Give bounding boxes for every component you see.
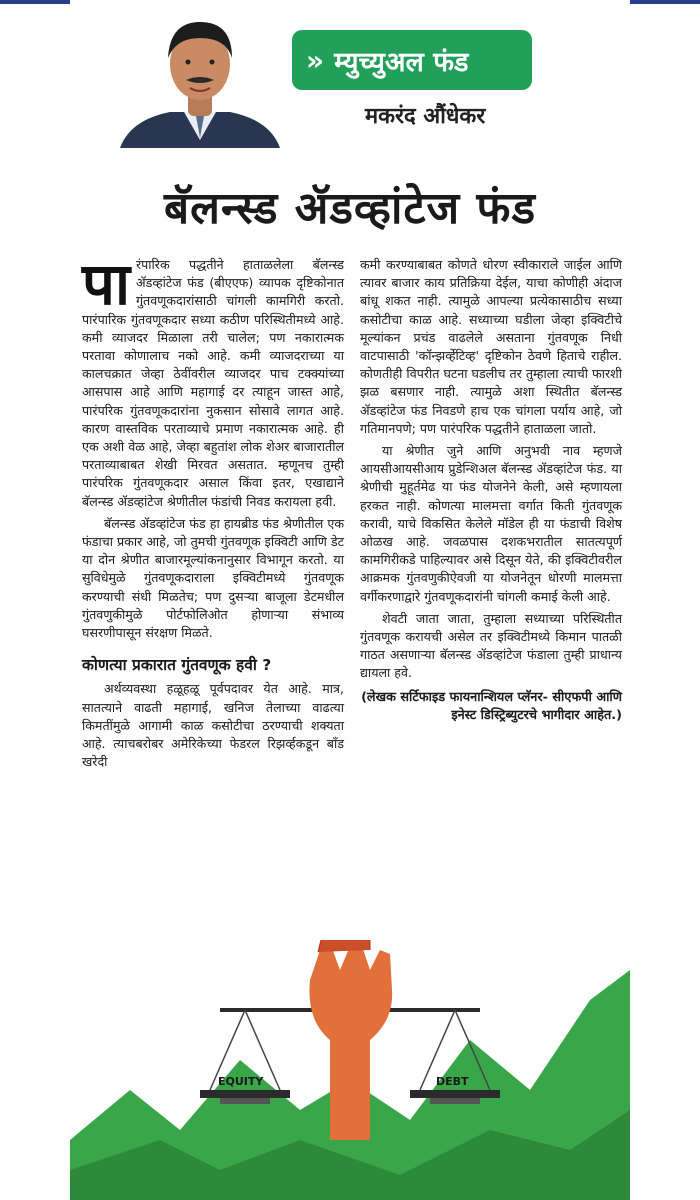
debt-label: DEBT — [436, 1075, 469, 1088]
headline: बॅलन्स्ड ॲडव्हांटेज फंड — [164, 183, 536, 234]
section-tag — [292, 30, 532, 90]
left-paragraph-1 — [82, 250, 344, 511]
author-credit: (लेखक सर्टिफाइड फायनान्शियल प्लॅनर- सीएफपी आणि इनेस्ट डिस्ट्रिब्युटरचे भागीदार आहेत.) — [361, 689, 622, 724]
right-paragraph-2: या श्रेणीत जुने आणि अनुभवी नाव म्हणजे आयसीआयसीआय प्रुडेन्शिअल बॅलन्स्ड ॲडव्हांटेज फंड. या श्रेणीची मुहूर्तमेढ या फंड योजनेने केली, असे म्हणायला हरकत नाही. कोणत्या मालमत्ता वर्गात किती गुंतवणूक करावी, याचे विकसित केलेले मॉडेल ही या फंडाची विशेष ओळख आहे. जवळपास दशकभरातील सातत्यपूर्ण कामगिरीकडे पाहिल्यावर असे दिसून येते, की इक्विटीवरील आक्रमक गुंतवणुकीऐवजी या योजनेतून धोरणी मालमत्ता वर्गीकरणाद्वारे गुंतवणूकदारांनी चांगली कमाई केली आहे. — [360, 443, 622, 604]
equity-label: EQUITY — [218, 1075, 264, 1088]
author-name: मकरंद औंधेकर — [365, 104, 486, 129]
author-portrait — [100, 8, 300, 148]
right-column — [360, 256, 622, 726]
section-label: म्युच्युअल फंड — [334, 46, 469, 78]
left-pan — [200, 1090, 290, 1098]
balance-scale-illustration — [70, 940, 630, 1200]
dropcap: पा — [82, 250, 130, 318]
left-paragraph-3: अर्थव्यवस्था हळूहळू पूर्वपदावर येत आहे. मात्र, सातत्याने वाढती महागाई, खनिज तेलाच्या वाढत्या किमतींमुळे आगामी काळ कसोटीचा ठरण्याची शक्यता आहे. त्याचबरोबर अमेरिकेच्या फेडरल रिझर्व्हकडून बाँड खरेदी — [82, 681, 344, 770]
left-column — [82, 250, 344, 775]
left-paragraph-1-text: रंपारिक पद्धतीने हाताळलेला बॅलन्स्ड ॲडव्हांटेज फंड (बीएएफ) व्यापक दृष्टिकोनात गुंतवणूकदारांसाठी चांगली कामगिरी करतो. पारंपारिक गुंतवणूकदार सध्या कठीण परिस्थितीमध्ये आहे. कमी व्याजदर मिळाला तरी चालेल; पण नकारात्मक परतावा कोणालाच नको आहे. कमी व्याजदराच्या या कालचक्रात जेव्हा ठेवींवरील व्याजदर पाच टक्क्यांच्या आसपास आहे आणि महागाई दर त्याहून जास्त आहे, पारंपरिक गुंतवणूकदारांना नुकसान सोसावे लागत आहे. कारण वास्तविक परताव्याचे प्रमाण नकारात्मक आहे. ही एक अशी वेळ आहे, जेव्हा बहुतांश लोक शेअर बाजारातील परताव्याबाबत शेखी मिरवत असतात. म्हणूनच तुम्ही पारंपरिक गुंतवणूकदार असाल किंवा इतर, एखाद्याने बॅलन्स्ड ॲडव्हांटेज श्रेणीतील फंडांची निवड करायला हवी. — [82, 257, 344, 509]
right-paragraph-1: कमी करण्याबाबत कोणते धोरण स्वीकाराले जाईल आणि त्यावर बाजार काय प्रतिक्रिया देईल, याचा कोणीही अंदाज बांधू शकत नाही. त्यामुळे आपल्या प्रत्येकासाठीच सध्या कसोटीचा काळ आहे. सध्याच्या घडीला जेव्हा इक्विटीचे मूल्यांकन प्रचंड वाढलेले असताना गुंतवणूक निधी वाटपासाठी 'कॉन्झर्व्हेटिव्ह' दृष्टिकोन ठेवणे हिताचे राहील. कोणतीही विपरीत घटना घडलीच तर तुम्हाला त्याची फारशी झळ बसणार नाही. त्यामुळे अशा स्थितीत बॅलन्स्ड ॲडव्हांटेज फंड निवडणे हाच एक चांगला पर्याय आहे, जो गतिमानपणे; पण पारंपरिक पद्धतीने हाताळला जातो. — [360, 257, 622, 436]
double-chevron-icon: » — [306, 43, 325, 77]
left-paragraph-2: बॅलन्स्ड ॲडव्हांटेज फंड हा हायब्रीड फंड श्रेणीतील एक फंडाचा प्रकार आहे, जो तुमची गुंतवणूक इक्विटी आणि डेट या दोन श्रेणीत बाजारमूल्यांकनानुसार विभागून करतो. या सुविधेमुळे गुंतवणूकदाराला इक्विटीमध्ये गुंतवणूक करण्याची संधी मिळतेच; पण दुसऱ्या बाजूला डेटमधील गुंतवणुकीमुळे पोर्टफोलिओत होणाऱ्या संभाव्य घसरणीपासून संरक्षण मिळते. — [82, 515, 344, 641]
subheading: कोणत्या प्रकारात गुंतवणूक हवी ? — [82, 656, 272, 675]
right-paragraph-3: शेवटी जाता जाता, तुम्हाला सध्याच्या परिस्थितीत गुंतवणूक करायची असेल तर इक्विटीमध्ये किमान पातळी गाठत असणाऱ्या बॅलन्स्ड ॲडव्हांटेज फंडाला तुम्ही प्राधान्य द्यायला हवे. — [360, 610, 622, 681]
right-pan — [410, 1090, 500, 1098]
